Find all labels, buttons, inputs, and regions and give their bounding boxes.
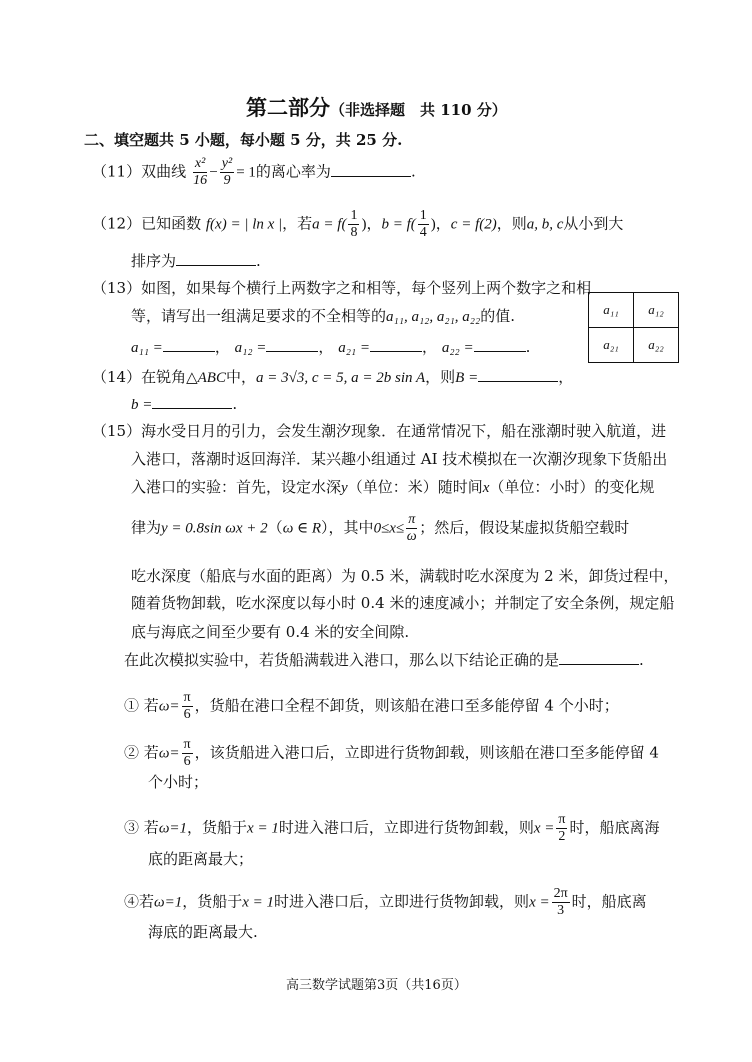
q15-o3-frac: $\frac{\pi}{2}$	[558, 812, 566, 844]
q15-o4-frac: $\frac{2\pi}{3}$	[553, 886, 568, 918]
question-13-line2: 等，请写出一组满足要求的不全相等的a₁₁, a₁₂, a₂₁, a₂₂的值.	[131, 307, 516, 325]
question-15-line5: 吃水深度（船底与水面的距离）为 0.5 米，满载时吃水深度为 2 米，卸货过程中，	[131, 567, 679, 585]
page-footer: 高三数学试题第3页（共16页）	[286, 978, 467, 993]
q15-option-3: ③ 若ω=1，货船于x = 1时进入港口后，立即进行货物卸载，则x = $\frac{\pi}{2}$ 时，船底离海	[124, 812, 660, 844]
q15-frac-range: $\frac{\pi}{\omega}$	[406, 512, 417, 544]
question-15-line4: 律为y = 0.8sin ωx + 2（ω ∈ R），其中0≤x≤ $\frac{\pi}{\omega}$ ；然后，假设某虚拟货船空载时	[131, 512, 630, 544]
q15-answer-blank	[559, 650, 639, 665]
q15-option-1: ① 若ω= $\frac{\pi}{6}$ ，货船在港口全程不卸货，则该船在港口至多能停留 4 个小时；	[124, 690, 619, 722]
question-15-line3: 入港口的实验：首先，设定水深y（单位：米）随时间x（单位：小时）的变化规	[131, 478, 655, 496]
q15-o1-frac: $\frac{\pi}{6}$	[183, 690, 191, 722]
part-title-sub: （非选择题 共 110 分）	[330, 101, 507, 119]
grid-cell-a22: a₂₂	[634, 328, 679, 363]
q12-frac-b: $\frac{1}{4}$	[419, 208, 427, 240]
question-15-line7: 底与海底之间至少要有 0.4 米的安全间隙.	[131, 623, 410, 641]
q14-number: （14）	[92, 368, 142, 386]
q15-option-2-line2: 个小时；	[148, 773, 209, 791]
question-14-line2: b = .	[131, 395, 238, 413]
question-15-line8: 在此次模拟实验中，若货船满载进入港口，那么以下结论正确的是 .	[124, 651, 644, 669]
q13-blank-a21	[370, 337, 422, 352]
q13-blank-a11	[163, 337, 215, 352]
part-title-main: 第二部分	[246, 95, 330, 120]
part-title	[246, 92, 507, 122]
grid-cell-a21: a₂₁	[589, 328, 634, 363]
q11-frac-y: $\frac{\text{y²}}{9}$	[221, 156, 233, 188]
question-13: （13）如图，如果每个横行上两数字之和相等，每个竖列上两个数字之和相	[92, 279, 592, 297]
q13-number: （13）	[92, 279, 142, 297]
q15-option-4: ④若ω=1，货船于x = 1时进入港口后，立即进行货物卸载，则x = $\frac{2\pi}{3}$ 时，船底离	[124, 886, 647, 918]
q11-answer-blank	[331, 162, 411, 177]
q15-option-4-line2: 海底的距离最大.	[148, 923, 258, 941]
grid-cell-a11: a₁₁	[589, 293, 634, 328]
question-14: （14）在锐角△ABC中，a = 3√3, c = 5, a = 2b sin A，则B = ，	[92, 368, 574, 386]
question-13-answers: a₁₁ = ， a₁₂ = ， a₂₁ = ， a₂₂ = .	[131, 338, 531, 356]
q11-text: 双曲线	[141, 162, 187, 181]
q14-blank-b	[152, 394, 232, 409]
q12-frac-a: $\frac{1}{8}$	[350, 208, 358, 240]
grid-cell-a12: a₁₂	[634, 293, 679, 328]
q13-grid-table	[588, 292, 679, 363]
q13-blank-a12	[266, 337, 318, 352]
question-12-line2: 排序为 .	[131, 252, 261, 270]
q13-grid-figure	[588, 292, 679, 363]
q11-number: （11）	[92, 162, 142, 181]
q12-answer-blank	[176, 251, 256, 266]
q15-option-2: ② 若ω= $\frac{\pi}{6}$ ，该货船进入港口后，立即进行货物卸载，则该船在港口至多能停留 4	[124, 737, 659, 769]
question-15-line1: （15）海水受日月的引力，会发生潮汐现象．在通常情况下，船在涨潮时驶入航道，进	[92, 422, 667, 440]
question-15-line2: 入港口，落潮时返回海洋．某兴趣小组通过 AI 技术模拟在一次潮汐现象下货船出	[131, 450, 668, 468]
q11-frac-x: $\frac{\text{x²}}{16}$	[193, 156, 208, 188]
q14-blank-B	[478, 367, 558, 382]
section-heading: 二、填空题共 5 小题，每小题 5 分，共 25 分.	[84, 131, 403, 149]
question-15-line6: 随着货物卸载，吃水深度以每小时 0.4 米的速度减小；并制定了安全条例，规定船	[131, 594, 675, 612]
question-11: （11）双曲线 $\frac{\text{x²}}{16}$ − $\frac{\text{y²}}{9}$ = 1的离心率为 .	[92, 156, 416, 188]
q13-blank-a22	[474, 337, 526, 352]
q15-number: （15）	[92, 422, 142, 440]
q15-option-3-line2: 底的距离最大；	[148, 850, 254, 868]
question-12: （12）已知函数 f(x) = | ln x |，若a = f( $\frac{1}{8}$ )，b = f( $\frac{1}{4}$ )，c = f(2)，则a, b, c从小到大	[92, 208, 624, 240]
q12-number: （12）	[92, 214, 142, 233]
q15-o2-frac: $\frac{\pi}{6}$	[183, 737, 191, 769]
